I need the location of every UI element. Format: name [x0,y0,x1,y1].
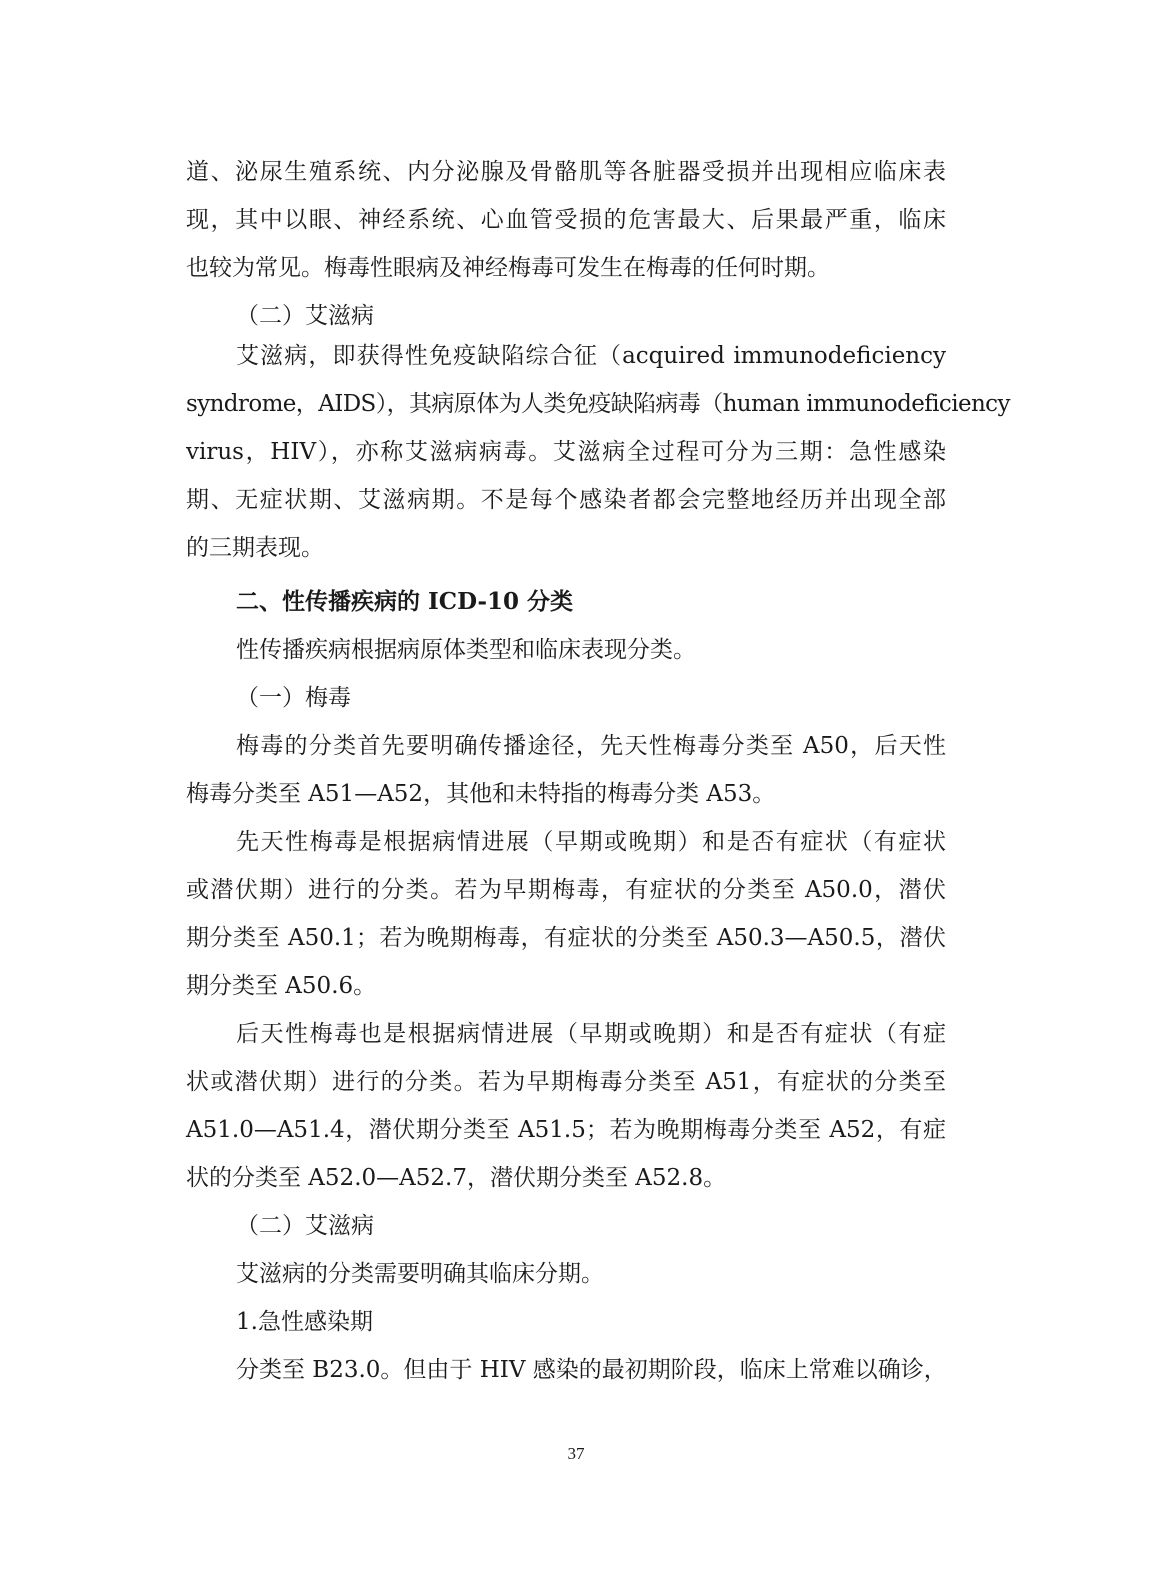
paragraph-line: 后天性梅毒也是根据病情进展（早期或晚期）和是否有症状（有症 [236,1021,946,1047]
paragraph-line: 梅毒分类至 A51—A52，其他和未特指的梅毒分类 A53。 [186,781,776,807]
paragraph-line: 期分类至 A50.1；若为晚期梅毒，有症状的分类至 A50.3—A50.5，潜伏 [186,925,946,951]
paragraph-line: 现，其中以眼、神经系统、心血管受损的危害最大、后果最严重，临床 [186,207,946,233]
paragraph-line: virus，HIV），亦称艾滋病病毒。艾滋病全过程可分为三期：急性感染 [186,439,946,465]
paragraph-line: 期、无症状期、艾滋病期。不是每个感染者都会完整地经历并出现全部 [186,487,946,513]
paragraph-line: 状或潜伏期）进行的分类。若为早期梅毒分类至 A51，有症状的分类至 [186,1069,946,1095]
paragraph-line: 梅毒的分类首先要明确传播途径，先天性梅毒分类至 A50，后天性 [236,733,946,759]
subsection-heading: （二）艾滋病 [236,303,374,329]
subsection-heading: （二）艾滋病 [236,1213,374,1239]
paragraph-line: 道、泌尿生殖系统、内分泌腺及骨骼肌等各脏器受损并出现相应临床表 [186,159,946,185]
paragraph-line: 性传播疾病根据病原体类型和临床表现分类。 [236,637,696,663]
paragraph-line: 先天性梅毒是根据病情进展（早期或晚期）和是否有症状（有症状 [236,829,946,855]
paragraph-line: 艾滋病的分类需要明确其临床分期。 [236,1261,604,1287]
paragraph-line: A51.0—A51.4，潜伏期分类至 A51.5；若为晚期梅毒分类至 A52，有症 [186,1117,946,1143]
paragraph-line: 的三期表现。 [186,535,324,561]
list-item-heading: 1.急性感染期 [236,1309,373,1335]
section-heading: 二、性传播疾病的 ICD-10 分类 [236,588,574,615]
page-number: 37 [567,1444,585,1463]
paragraph-line: 艾滋病，即获得性免疫缺陷综合征（acquired immunodeficiency [236,343,946,369]
paragraph-line: 也较为常见。梅毒性眼病及神经梅毒可发生在梅毒的任何时期。 [186,255,830,281]
subsection-heading: （一）梅毒 [236,685,351,711]
paragraph-line: 期分类至 A50.6。 [186,973,377,999]
paragraph-line: 状的分类至 A52.0—A52.7，潜伏期分类至 A52.8。 [186,1165,727,1191]
paragraph-line: 分类至 B23.0。但由于 HIV 感染的最初期阶段，临床上常难以确诊， [236,1357,947,1383]
paragraph-line: syndrome，AIDS），其病原体为人类免疫缺陷病毒（human immunodeficiency [186,391,1010,417]
paragraph-line: 或潜伏期）进行的分类。若为早期梅毒，有症状的分类至 A50.0，潜伏 [186,877,946,903]
